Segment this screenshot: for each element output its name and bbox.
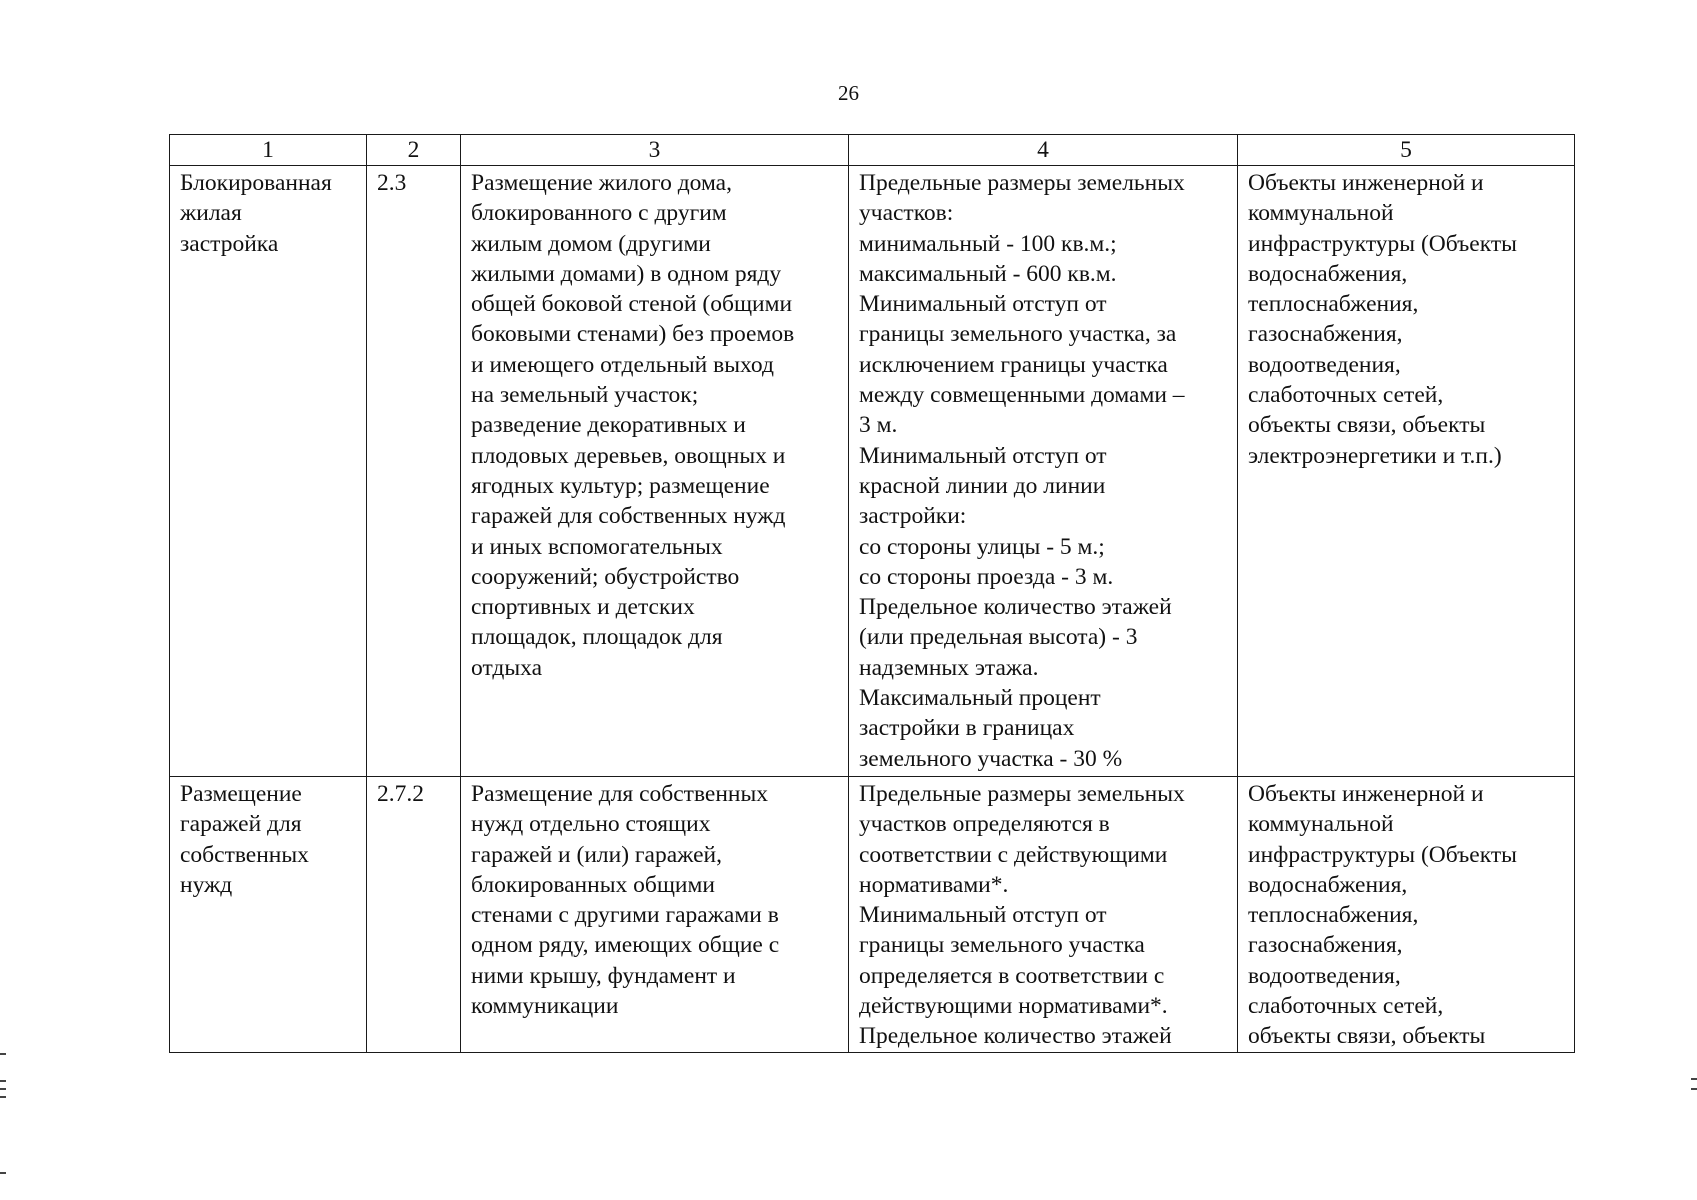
text-line: спортивных и детских [471,594,695,621]
text-line: застройка [180,230,279,257]
text-line: Минимальный отступ от [859,442,1107,469]
scan-margin-mark [0,1096,6,1098]
text-line: теплоснабжения, [1248,902,1419,929]
text-line: ягодных культур; размещение [471,472,770,499]
text-line: границы земельного участка, за [859,321,1177,348]
text-line: коммунальной [1248,200,1394,227]
text-line: плодовых деревьев, овощных и [471,442,786,469]
text-line: отдыха [471,654,543,681]
text-line: Предельные размеры земельных [859,781,1185,807]
parameters-cell [849,166,1238,777]
text-line: одном ряду, имеющих общие с [471,932,780,959]
text-line: боковыми стенами) без проемов [471,321,795,348]
text-line: определяется в соответствии с [859,962,1165,989]
table-header-row [170,135,1575,166]
column-header-2: 2 [367,135,461,166]
text-line: на земельный участок; [471,382,699,409]
auxiliary-uses-cell [1238,777,1575,1053]
column-header-5: 5 [1238,135,1575,166]
text-line: электроэнергетики и т.п.) [1248,442,1502,469]
use-code-cell: 2.7.2 [367,777,461,1053]
column-header-3: 3 [461,135,849,166]
text-line: Предельные размеры земельных [859,170,1185,196]
text-line: стенами с другими гаражами в [471,902,779,929]
scan-margin-mark [1691,1088,1697,1090]
text-line: застройки в границах [859,715,1075,742]
text-line: Объекты инженерной и [1248,170,1484,196]
text-line: слаботочных сетей, [1248,993,1444,1020]
text-line: участков определяются в [859,811,1110,838]
text-line: Минимальный отступ от [859,902,1107,929]
text-line: земельного участка - 30 % [859,745,1123,772]
text-line: блокированных общими [471,871,715,898]
text-line: со стороны улицы - 5 м.; [859,533,1105,560]
use-name-cell [170,166,367,777]
text-line: коммунальной [1248,811,1394,838]
text-line: исключением границы участка [859,351,1168,378]
text-line: объекты связи, объекты [1248,1023,1486,1050]
text-line: жилая [180,200,242,227]
scan-margin-mark [0,1053,6,1055]
table-row [170,166,1575,777]
parameters-cell [849,777,1238,1053]
text-line: собственных [180,841,309,868]
zoning-table [169,134,1575,1053]
text-line: нужд [180,871,233,898]
scan-margin-mark [0,1172,6,1174]
text-line: водоснабжения, [1248,260,1408,287]
text-line: красной линии до линии [859,472,1106,499]
page-number: 26 [838,81,859,105]
text-line: ними крышу, фундамент и [471,962,736,989]
text-line: газоснабжения, [1248,321,1403,348]
text-line: коммуникации [471,993,619,1020]
text-line: и имеющего отдельный выход [471,351,774,378]
text-line: гаражей и (или) гаражей, [471,841,722,868]
text-line: Объекты инженерной и [1248,781,1484,807]
text-line: минимальный - 100 кв.м.; [859,230,1117,257]
text-line: площадок, площадок для [471,624,723,651]
text-line: Максимальный процент [859,685,1101,712]
text-line: блокированного с другим [471,200,727,227]
text-line: надземных этажа. [859,654,1039,681]
text-line: теплоснабжения, [1248,291,1419,318]
text-line: разведение декоративных и [471,412,746,439]
text-line: сооружений; обустройство [471,563,740,590]
column-header-4: 4 [849,135,1238,166]
text-line: Размещение жилого дома, [471,170,732,196]
scan-margin-mark [0,1080,6,1082]
column-header-1: 1 [170,135,367,166]
text-line: соответствии с действующими [859,841,1168,868]
text-line: между совмещенными домами – [859,382,1185,409]
text-line: жилыми домами) в одном ряду [471,260,782,287]
text-line: максимальный - 600 кв.м. [859,260,1117,287]
text-line: 3 м. [859,412,898,439]
use-description-cell [461,166,849,777]
text-line: гаражей для [180,811,302,838]
text-line: застройки: [859,503,967,530]
text-line: действующими нормативами*. [859,993,1168,1020]
text-line: границы земельного участка [859,932,1145,959]
text-line: водоотведения, [1248,351,1401,378]
text-line: жилым домом (другими [471,230,711,257]
text-line: гаражей для собственных нужд [471,503,786,530]
text-line: (или предельная высота) - 3 [859,624,1138,651]
text-line: нормативами*. [859,871,1009,898]
text-line: инфраструктуры (Объекты [1248,230,1517,257]
text-line: водоснабжения, [1248,871,1408,898]
text-line: Предельное количество этажей [859,594,1172,621]
text-line: объекты связи, объекты [1248,412,1486,439]
text-line: со стороны проезда - 3 м. [859,563,1114,590]
use-code-cell: 2.3 [367,166,461,777]
text-line: и иных вспомогательных [471,533,723,560]
text-line: инфраструктуры (Объекты [1248,841,1517,868]
use-name-cell [170,777,367,1053]
scan-margin-mark [0,1088,6,1090]
text-line: участков: [859,200,954,227]
scan-margin-mark [1691,1078,1697,1080]
use-description-cell [461,777,849,1053]
text-line: газоснабжения, [1248,932,1403,959]
text-line: водоотведения, [1248,962,1401,989]
text-line: Размещение [180,781,302,807]
text-line: слаботочных сетей, [1248,382,1444,409]
text-line: Блокированная [180,170,332,196]
text-line: Предельное количество этажей [859,1023,1172,1050]
text-line: общей боковой стеной (общими [471,291,793,318]
text-line: Минимальный отступ от [859,291,1107,318]
auxiliary-uses-cell [1238,166,1575,777]
table-row [170,777,1575,1053]
text-line: Размещение для собственных [471,781,769,807]
text-line: нужд отдельно стоящих [471,811,711,838]
